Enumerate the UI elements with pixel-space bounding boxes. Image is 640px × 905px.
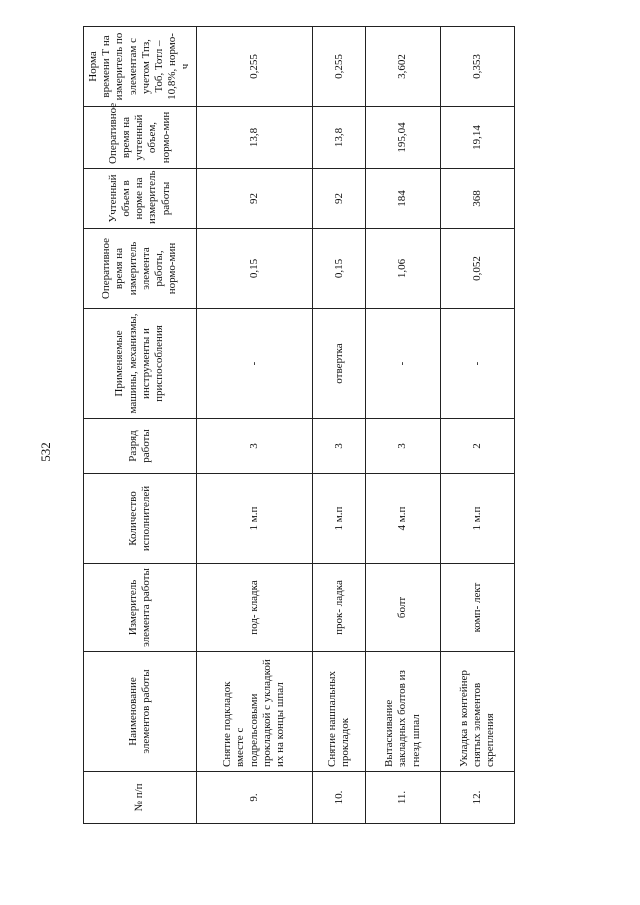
cell-norm-time: 0,255: [196, 27, 312, 107]
norm-table: [83, 26, 515, 824]
cell-op-time-volume: 19,14: [440, 107, 514, 169]
cell-op-time: 0,15: [196, 229, 312, 309]
cell-norm-time: 0,255: [312, 27, 365, 107]
cell-norm-time: 0,353: [440, 27, 514, 107]
table-row: [312, 27, 365, 824]
cell-number: 10.: [312, 772, 365, 824]
cell-tools: -: [366, 309, 440, 419]
cell-workers: 1 м.п: [312, 474, 365, 564]
table-row: [366, 27, 440, 824]
cell-unit: под- кладка: [196, 564, 312, 652]
cell-element-name: Снятие подкладок вместе с подрельсовыми прокладкой с укладкой их на концы шпал: [196, 652, 312, 772]
cell-tools: -: [440, 309, 514, 419]
cell-number: 12.: [440, 772, 514, 824]
cell-tools: -: [196, 309, 312, 419]
cell-volume: 92: [312, 169, 365, 229]
header-tools: Применяемые машины, механизмы, инструменты и приспособления: [84, 309, 197, 419]
cell-op-time-volume: 13,8: [312, 107, 365, 169]
cell-workers: 1 м.п: [440, 474, 514, 564]
table-row: [440, 27, 514, 824]
cell-element-name: Укладка в контейнер снятых элементов скрепления: [440, 652, 514, 772]
cell-unit: болт: [366, 564, 440, 652]
cell-grade: 3: [366, 419, 440, 474]
cell-unit: комп- лект: [440, 564, 514, 652]
cell-element-name: Снятие нашпальных прокладок: [312, 652, 365, 772]
cell-volume: 368: [440, 169, 514, 229]
table-header-row: [84, 27, 197, 824]
header-grade: Разряд работы: [84, 419, 197, 474]
cell-element-name: Вытаскивание закладных болтов из гнезд шпал: [366, 652, 440, 772]
table-row: [196, 27, 312, 824]
cell-op-time-volume: 13,8: [196, 107, 312, 169]
cell-volume: 92: [196, 169, 312, 229]
header-op-time-volume: Оперативное время на учтенный объем, нормо-мин: [84, 107, 197, 169]
cell-unit: прок- ладка: [312, 564, 365, 652]
cell-op-time: 1,06: [366, 229, 440, 309]
cell-grade: 3: [312, 419, 365, 474]
header-op-time: Оперативное время на измеритель элемента работы, нормо-мин: [84, 229, 197, 309]
cell-volume: 184: [366, 169, 440, 229]
header-element-name: Наименование элементов работы: [84, 652, 197, 772]
cell-workers: 1 м.п: [196, 474, 312, 564]
page-number: 532: [38, 442, 53, 462]
cell-number: 9.: [196, 772, 312, 824]
header-volume: Учтенный объем в норме на измеритель работы: [84, 169, 197, 229]
cell-op-time: 0,052: [440, 229, 514, 309]
cell-norm-time: 3,602: [366, 27, 440, 107]
norm-table-rotated: [83, 32, 515, 824]
cell-op-time: 0,15: [312, 229, 365, 309]
header-number: № п/п: [84, 772, 197, 824]
header-workers: Количество исполнителей: [84, 474, 197, 564]
cell-grade: 3: [196, 419, 312, 474]
cell-number: 11.: [366, 772, 440, 824]
cell-op-time-volume: 195,04: [366, 107, 440, 169]
header-norm-time: Норма времени Т на измеритель по элементам с учетом Тпз, Тоб, Тотл – 10,8%, нормо-ч: [84, 27, 197, 107]
cell-grade: 2: [440, 419, 514, 474]
cell-tools: отвертка: [312, 309, 365, 419]
cell-workers: 4 м.п: [366, 474, 440, 564]
header-unit: Измеритель элемента работы: [84, 564, 197, 652]
